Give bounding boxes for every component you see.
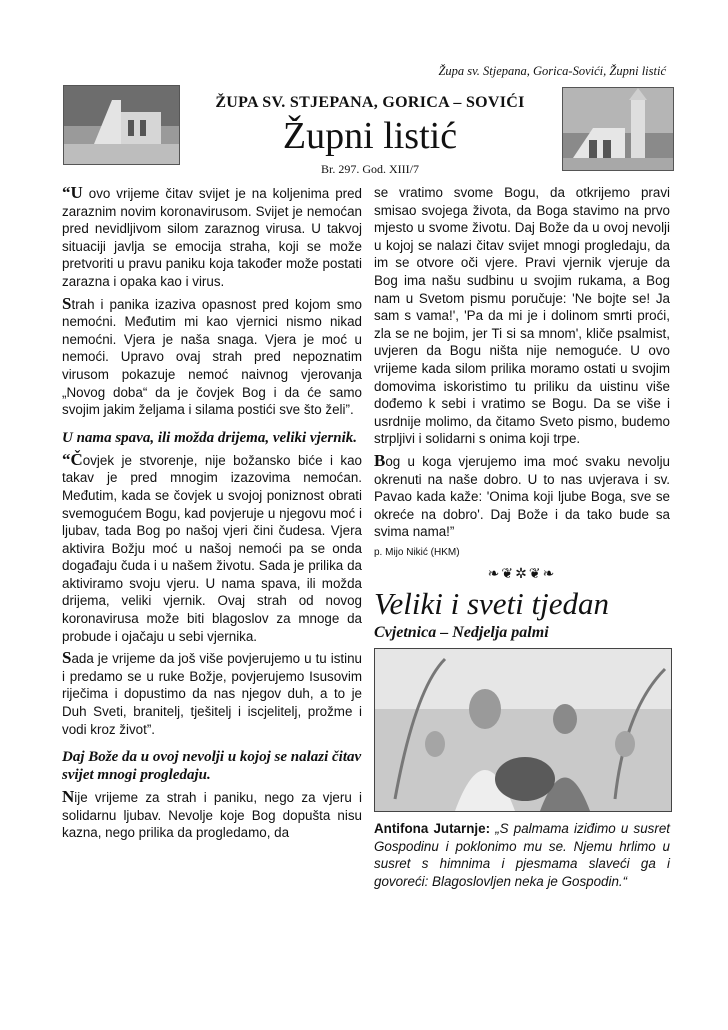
left-column bbox=[62, 184, 362, 846]
paragraph-text: ovo vrijeme čitav svijet je na koljenima pred zaraznim novim koronavirusom. Svijet je nemoćan pred nevidljivom silom zaraznog virusa. U takvoj situaciji javlja se emocija straha, koji se može pretvoriti u pravu paniku koja također može postati zarazna i opaka kao i virus. bbox=[62, 186, 362, 289]
paragraph-text: ovjek je stvorenje, nije božansko biće i kao takav je pred mnogim izazovima nemoćan. Međutim, kada se čovjek u svojoj poniznost obrati svemogućem Bogu, kad povjeruje u njegovu moć i ljubav, tada Bog po našoj vjeri čini čudesa. Vjera aktivira Božju moć u našoj nemoći pa se onda događaju čuda i u našem životu. Sada je prilika da aktiviramo svoju vjeru. U nama spava, ili možda drijema, veliki vjernik. Ovaj strah od novog koronavirusa može biti blagoslov za mnoge da probude i ojačaju u sebi vjernika. bbox=[62, 452, 362, 644]
drop-cap: S bbox=[62, 293, 72, 313]
drop-cap: N bbox=[62, 787, 75, 807]
section-heading: Daj Bože da u ovoj nevolji u kojoj se nalazi čitav svijet mnogi progledaju. bbox=[62, 749, 362, 784]
paragraph bbox=[62, 184, 362, 291]
paragraph-text: ada je vrijeme da još više povjerujemo u tu istinu i predamo se u ruke Božje, povjerujemo Isusovim riječima i dopustimo da nas njegov duh, a to je Duh Sveti, branitelj, tješitelj i iscjelitelj, prožme i vodi kroz život”. bbox=[62, 651, 362, 737]
issue-number: Br. 297. God. XIII/7 bbox=[321, 162, 419, 176]
paragraph-text: og u koga vjerujemo ima moć svaku nevolju okrenuti na naše dobro. U to nas uvjerava i sv. Pavao kada kaže: 'Onima koji ljube Boga, sve se okreće na dobro'. Daj Bože i da tako bude sa svima nama!” bbox=[374, 453, 670, 540]
paragraph bbox=[62, 295, 362, 419]
holy-week-title: Veliki i sveti tjedan bbox=[374, 586, 610, 622]
paragraph bbox=[62, 451, 362, 646]
header-running-title: Župa sv. Stjepana, Gorica-Sovići, Župni listić bbox=[438, 64, 666, 78]
antiphon-label: Antifona Jutarnje: bbox=[374, 821, 491, 837]
drop-cap: “Č bbox=[62, 449, 83, 469]
ornament-divider: ❧❦✲❦❧ bbox=[487, 564, 557, 581]
church-building-photo bbox=[63, 85, 180, 165]
newsletter-title: Župni listić bbox=[282, 115, 458, 157]
paragraph bbox=[62, 788, 362, 842]
drop-cap: S bbox=[62, 648, 72, 668]
paragraph-text: ije vrijeme za strah i paniku, nego za vjeru i solidarnu ljubav. Nevolje koje Bog dopušta nisu kazna, nego prilika da progledamo, da bbox=[62, 790, 362, 841]
paragraph-text: trah i panika izaziva opasnost pred kojom smo nemoćni. Međutim mi kao vjernici nismo nikad nemoćni. Vjera je naša snaga. Vjera je moć u nemoći. Upravo ovaj strah pred nepoznatim virusom pokazuje nemoć naivnog vjerovanja „Novog doba“ da je čovjek Bog i da će samo svojim jakim željama i silama postići sve što želi”. bbox=[62, 296, 362, 418]
paragraph bbox=[374, 452, 670, 541]
church-bell-tower-photo bbox=[562, 87, 674, 171]
paragraph bbox=[62, 649, 362, 738]
section-heading: U nama spava, ili možda drijema, veliki vjernik. bbox=[62, 429, 357, 446]
author-signature: p. Mijo Nikić (HKM) bbox=[374, 546, 460, 558]
antiphon-text: „S palmama iziđimo u susret Gospodinu i poklonimo mu se. Njemu hrlimo u susret s himnima i pjesmama slaveći ga i govoreći: Blagoslovljen neka je Gospodin.“ bbox=[374, 821, 670, 889]
right-column bbox=[374, 184, 670, 894]
drop-cap: B bbox=[374, 450, 386, 470]
jesus-palm-sunday-painting bbox=[374, 648, 672, 812]
palm-sunday-subtitle: Cvjetnica – Nedjelja palmi bbox=[374, 624, 549, 642]
antiphon bbox=[374, 820, 670, 890]
paragraph: se vratimo svome Bogu, da otkrijemo pravi smisao svojega života, da Boga stavimo na prvo mjesto u svome životu. Daj Bože da u ovoj nevolji u kojoj se nalazi čitav svijet mnogi progledaju, da im se otvore oči vjere. Pravi vjernik vjeruje da Bog ima našu sudbinu u svojim rukama, a Bog nam u Svetom pismu poručuje: 'Ne bojte se! Ja sam s vama!', 'Pa da mi je i dolinom smrti proći, zla se ne bojim, jer Ti si sa mnom', kliče psalmist, uvjeren da Bogu ništa nije nemoguće. U ovo vrijeme kada silom prilika moramo ostati u svojim domovima iskoristimo tu priliku da uistinu više dođemo k sebi i vratimo se Bogu. Da se više i usrdnije molimo, da čitamo Sveto pismo, budemo strpljivi i solidarni s onima koji trpe. bbox=[374, 185, 670, 447]
drop-cap: “U bbox=[62, 183, 83, 202]
parish-name: ŽUPA SV. STJEPANA, GORICA – SOVIĆI bbox=[215, 94, 525, 111]
